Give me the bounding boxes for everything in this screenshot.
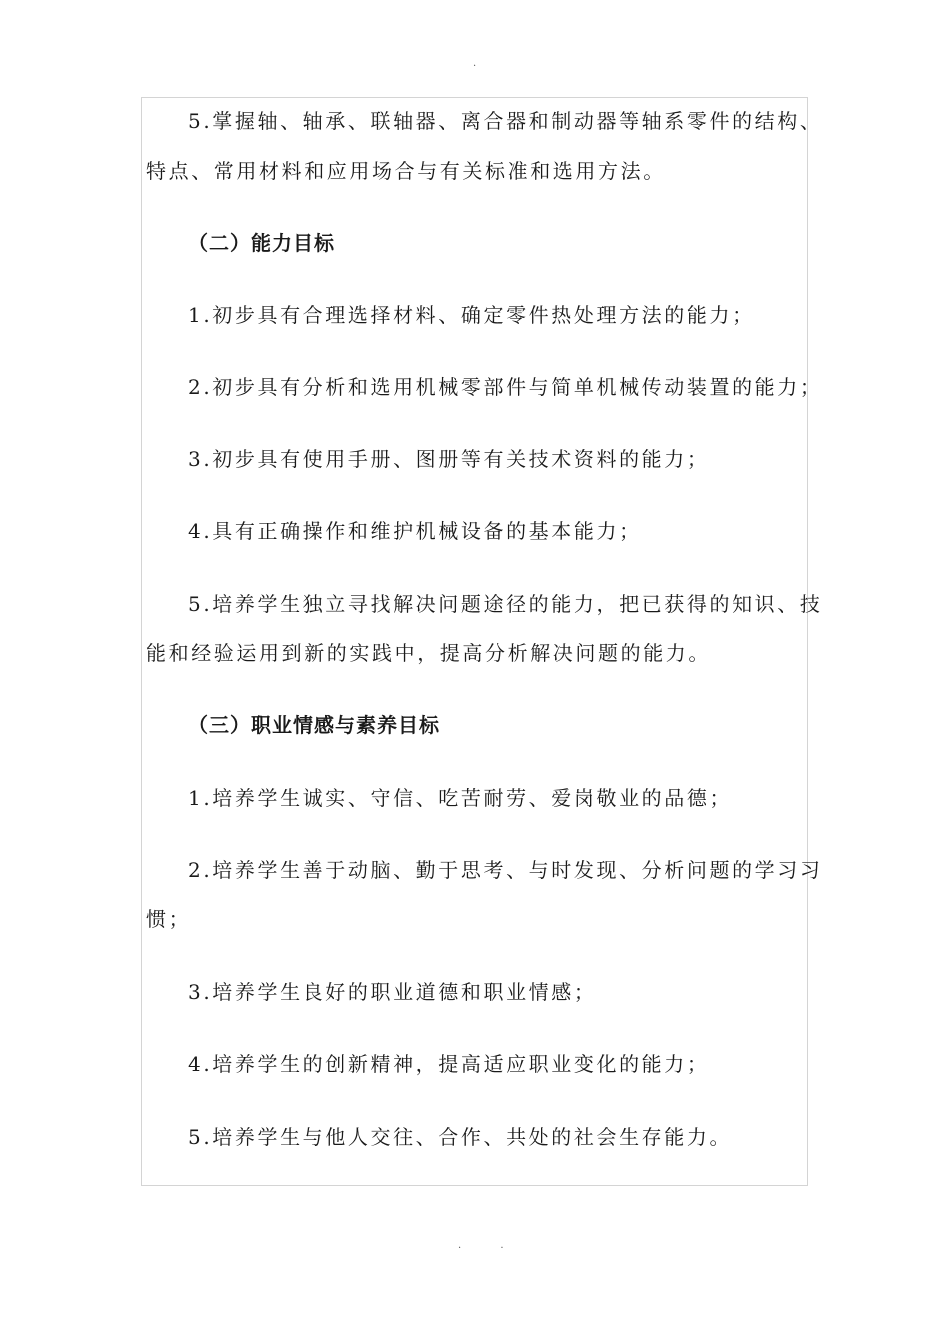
footer-marker: . . [458,1240,522,1251]
header-marker: . [473,58,477,69]
ability-item-3: 3.初步具有使用手册、图册等有关技术资料的能力； [188,447,710,471]
quality-item-2-line-2: 惯； [146,907,192,931]
quality-item-3: 3.培养学生良好的职业道德和职业情感； [188,980,597,1004]
quality-item-2-line-1: 2.培养学生善于动脑、勤于思考、与时发现、分析问题的学习习 [188,858,823,882]
knowledge-item-5-line-2: 特点、常用材料和应用场合与有关标准和选用方法。 [146,159,666,183]
ability-item-5-line-1: 5.培养学生独立寻找解决问题途径的能力，把已获得的知识、技 [188,592,823,616]
ability-heading: （二）能力目标 [188,231,335,255]
knowledge-item-5-line-1: 5.掌握轴、轴承、联轴器、离合器和制动器等轴系零件的结构、 [188,109,823,133]
quality-item-5: 5.培养学生与他人交往、合作、共处的社会生存能力。 [188,1125,733,1149]
ability-item-2: 2.初步具有分析和选用机械零部件与简单机械传动装置的能力； [188,375,823,399]
quality-heading: （三）职业情感与素养目标 [188,713,440,737]
ability-item-5-line-2: 能和经验运用到新的实践中，提高分析解决问题的能力。 [146,641,711,665]
quality-item-1: 1.培养学生诚实、守信、吃苦耐劳、爱岗敬业的品德； [188,786,733,810]
ability-item-1: 1.初步具有合理选择材料、确定零件热处理方法的能力； [188,303,755,327]
ability-item-4: 4.具有正确操作和维护机械设备的基本能力； [188,519,642,543]
quality-item-4: 4.培养学生的创新精神，提高适应职业变化的能力； [188,1052,710,1076]
